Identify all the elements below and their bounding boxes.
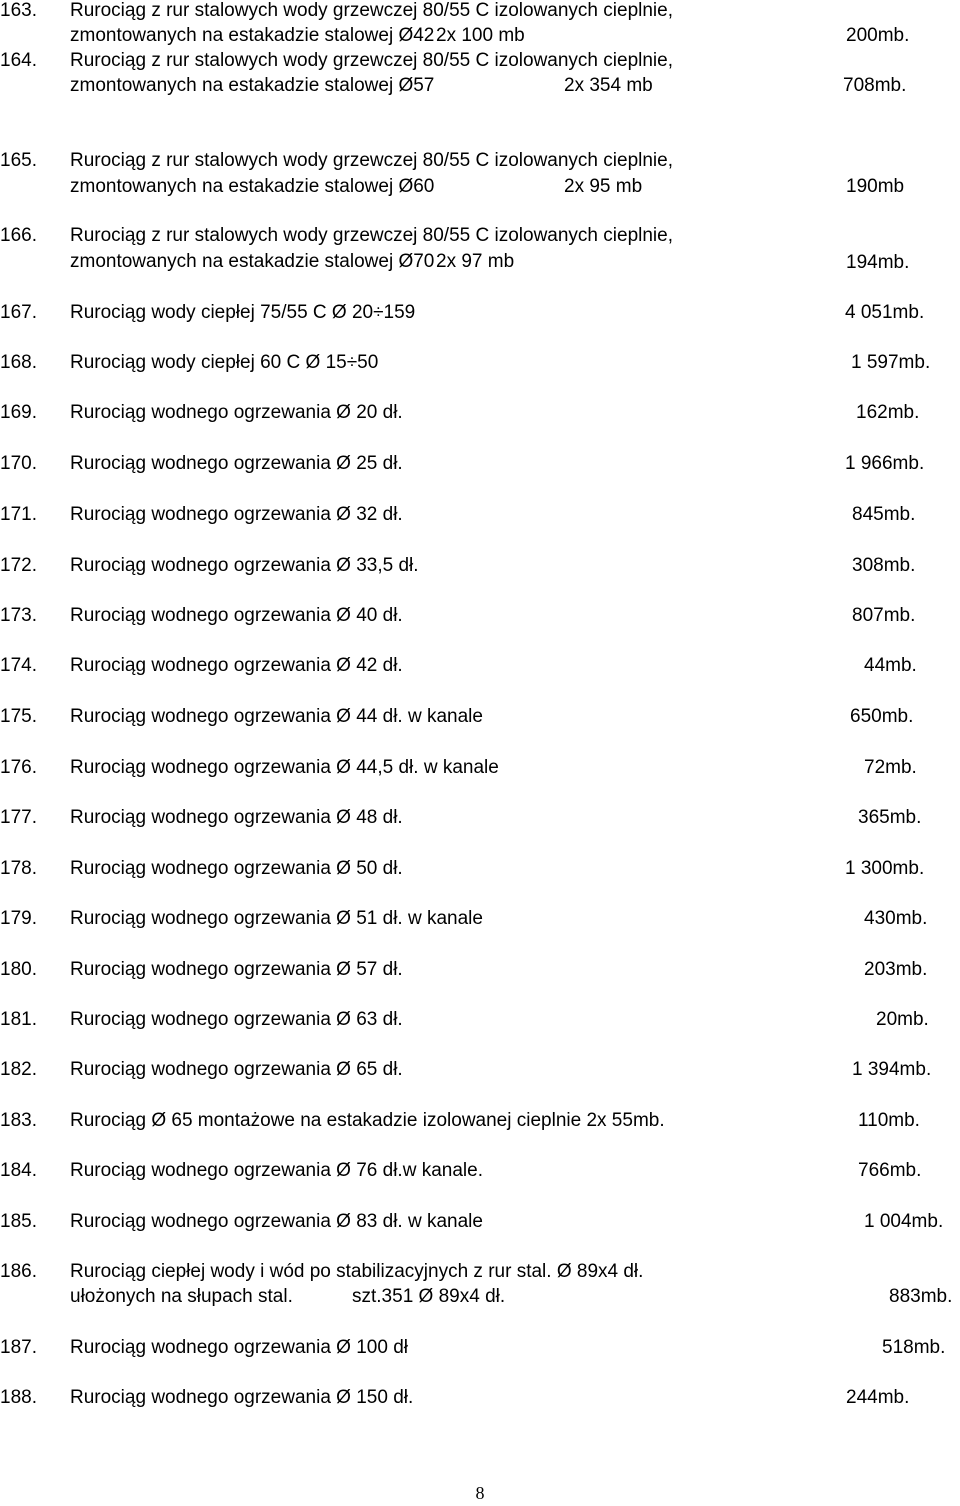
item-number: 166.: [0, 225, 37, 246]
item-description: Rurociąg wodnego ogrzewania Ø 32 dł.: [70, 504, 403, 525]
item-description: Rurociąg wodnego ogrzewania Ø 83 dł. w kanale: [70, 1211, 483, 1232]
item-number: 174.: [0, 655, 37, 676]
item-quantity-note: 2x 97 mb: [436, 251, 515, 272]
item-amount: 518mb.: [882, 1337, 946, 1358]
item-description-line2: zmontowanych na estakadzie stalowej Ø42: [70, 25, 435, 46]
item-amount: 766mb.: [858, 1160, 922, 1181]
item-quantity-note: szt.351 Ø 89x4 dł.: [352, 1286, 506, 1307]
item-description: Rurociąg wodnego ogrzewania Ø 100 dł: [70, 1337, 408, 1358]
item-description: Rurociąg z rur stalowych wody grzewczej 80/55 C izolowanych cieplnie,: [70, 150, 673, 171]
item-amount: 200mb.: [846, 25, 910, 46]
item-number: 183.: [0, 1110, 37, 1131]
item-number: 179.: [0, 908, 37, 929]
item-description-line2: zmontowanych na estakadzie stalowej Ø70: [70, 251, 435, 272]
item-description: Rurociąg wodnego ogrzewania Ø 48 dł.: [70, 807, 403, 828]
item-amount: 244mb.: [846, 1387, 910, 1408]
item-number: 180.: [0, 959, 37, 980]
item-number: 186.: [0, 1261, 37, 1282]
item-description: Rurociąg wody ciepłej 60 C Ø 15÷50: [70, 352, 379, 373]
page-number: 8: [475, 1483, 485, 1503]
item-description: Rurociąg wodnego ogrzewania Ø 44 dł. w kanale: [70, 706, 483, 727]
item-amount: 1 300mb.: [845, 858, 925, 879]
item-description: Rurociąg wodnego ogrzewania Ø 76 dł.w kanale.: [70, 1160, 483, 1181]
item-number: 185.: [0, 1211, 37, 1232]
item-description: Rurociąg z rur stalowych wody grzewczej 80/55 C izolowanych cieplnie,: [70, 225, 673, 246]
item-description: Rurociąg wodnego ogrzewania Ø 63 dł.: [70, 1009, 403, 1030]
item-amount: 1 394mb.: [852, 1059, 932, 1080]
item-description-line2: zmontowanych na estakadzie stalowej Ø57: [70, 75, 435, 96]
item-amount: 708mb.: [843, 75, 907, 96]
item-description: Rurociąg wody ciepłej 75/55 C Ø 20÷159: [70, 302, 416, 323]
item-description: Rurociąg wodnego ogrzewania Ø 42 dł.: [70, 655, 403, 676]
item-description: Rurociąg ciepłej wody i wód po stabilizacyjnych z rur stal. Ø 89x4 dł.: [70, 1261, 644, 1282]
item-amount: 4 051mb.: [845, 302, 925, 323]
item-number: 182.: [0, 1059, 37, 1080]
item-number: 172.: [0, 555, 37, 576]
item-number: 164.: [0, 50, 37, 71]
item-number: 170.: [0, 453, 37, 474]
item-description-line2: zmontowanych na estakadzie stalowej Ø60: [70, 176, 435, 197]
item-amount: 807mb.: [852, 605, 916, 626]
item-amount: 650mb.: [850, 706, 914, 727]
item-amount: 203mb.: [864, 959, 928, 980]
item-number: 167.: [0, 302, 37, 323]
item-number: 176.: [0, 757, 37, 778]
item-description: Rurociąg wodnego ogrzewania Ø 25 dł.: [70, 453, 403, 474]
item-amount: 1 597mb.: [851, 352, 931, 373]
item-amount: 44mb.: [864, 655, 917, 676]
item-amount: 365mb.: [858, 807, 922, 828]
item-number: 177.: [0, 807, 37, 828]
item-number: 173.: [0, 605, 37, 626]
item-quantity-note: 2x 100 mb: [436, 25, 525, 46]
item-number: 188.: [0, 1387, 37, 1408]
item-amount: 430mb.: [864, 908, 928, 929]
item-quantity-note: 2x 354 mb: [564, 75, 653, 96]
item-amount: 194mb.: [846, 252, 910, 273]
item-description: Rurociąg wodnego ogrzewania Ø 65 dł.: [70, 1059, 403, 1080]
item-number: 184.: [0, 1160, 37, 1181]
item-description: Rurociąg wodnego ogrzewania Ø 33,5 dł.: [70, 555, 419, 576]
item-description-line2: ułożonych na słupach stal.: [70, 1286, 293, 1307]
item-amount: 190mb: [846, 176, 905, 197]
item-amount: 20mb.: [876, 1009, 929, 1030]
item-description: Rurociąg wodnego ogrzewania Ø 50 dł.: [70, 858, 403, 879]
item-description: Rurociąg wodnego ogrzewania Ø 44,5 dł. w kanale: [70, 757, 499, 778]
item-description: Rurociąg wodnego ogrzewania Ø 150 dł.: [70, 1387, 414, 1408]
item-quantity-note: 2x 95 mb: [564, 176, 643, 197]
item-number: 169.: [0, 402, 37, 423]
item-number: 175.: [0, 706, 37, 727]
item-description: Rurociąg Ø 65 montażowe na estakadzie izolowanej cieplnie 2x 55mb.: [70, 1110, 665, 1131]
item-description: Rurociąg wodnego ogrzewania Ø 40 dł.: [70, 605, 403, 626]
item-description: Rurociąg wodnego ogrzewania Ø 51 dł. w kanale: [70, 908, 483, 929]
item-amount: 845mb.: [852, 504, 916, 525]
item-amount: 72mb.: [864, 757, 917, 778]
item-amount: 308mb.: [852, 555, 916, 576]
item-description: Rurociąg z rur stalowych wody grzewczej 80/55 C izolowanych cieplnie,: [70, 0, 673, 21]
item-amount: 883mb.: [889, 1286, 953, 1307]
item-description: Rurociąg wodnego ogrzewania Ø 20 dł.: [70, 402, 403, 423]
item-description: Rurociąg wodnego ogrzewania Ø 57 dł.: [70, 959, 403, 980]
item-amount: 110mb.: [858, 1110, 920, 1131]
item-amount: 162mb.: [856, 402, 920, 423]
item-description: Rurociąg z rur stalowych wody grzewczej 80/55 C izolowanych cieplnie,: [70, 50, 673, 71]
item-number: 163.: [0, 0, 37, 21]
item-number: 168.: [0, 352, 37, 373]
item-number: 178.: [0, 858, 37, 879]
item-amount: 1 004mb.: [864, 1211, 944, 1232]
item-number: 181.: [0, 1009, 37, 1030]
item-number: 187.: [0, 1337, 37, 1358]
item-amount: 1 966mb.: [845, 453, 925, 474]
item-number: 165.: [0, 150, 37, 171]
item-number: 171.: [0, 504, 37, 525]
